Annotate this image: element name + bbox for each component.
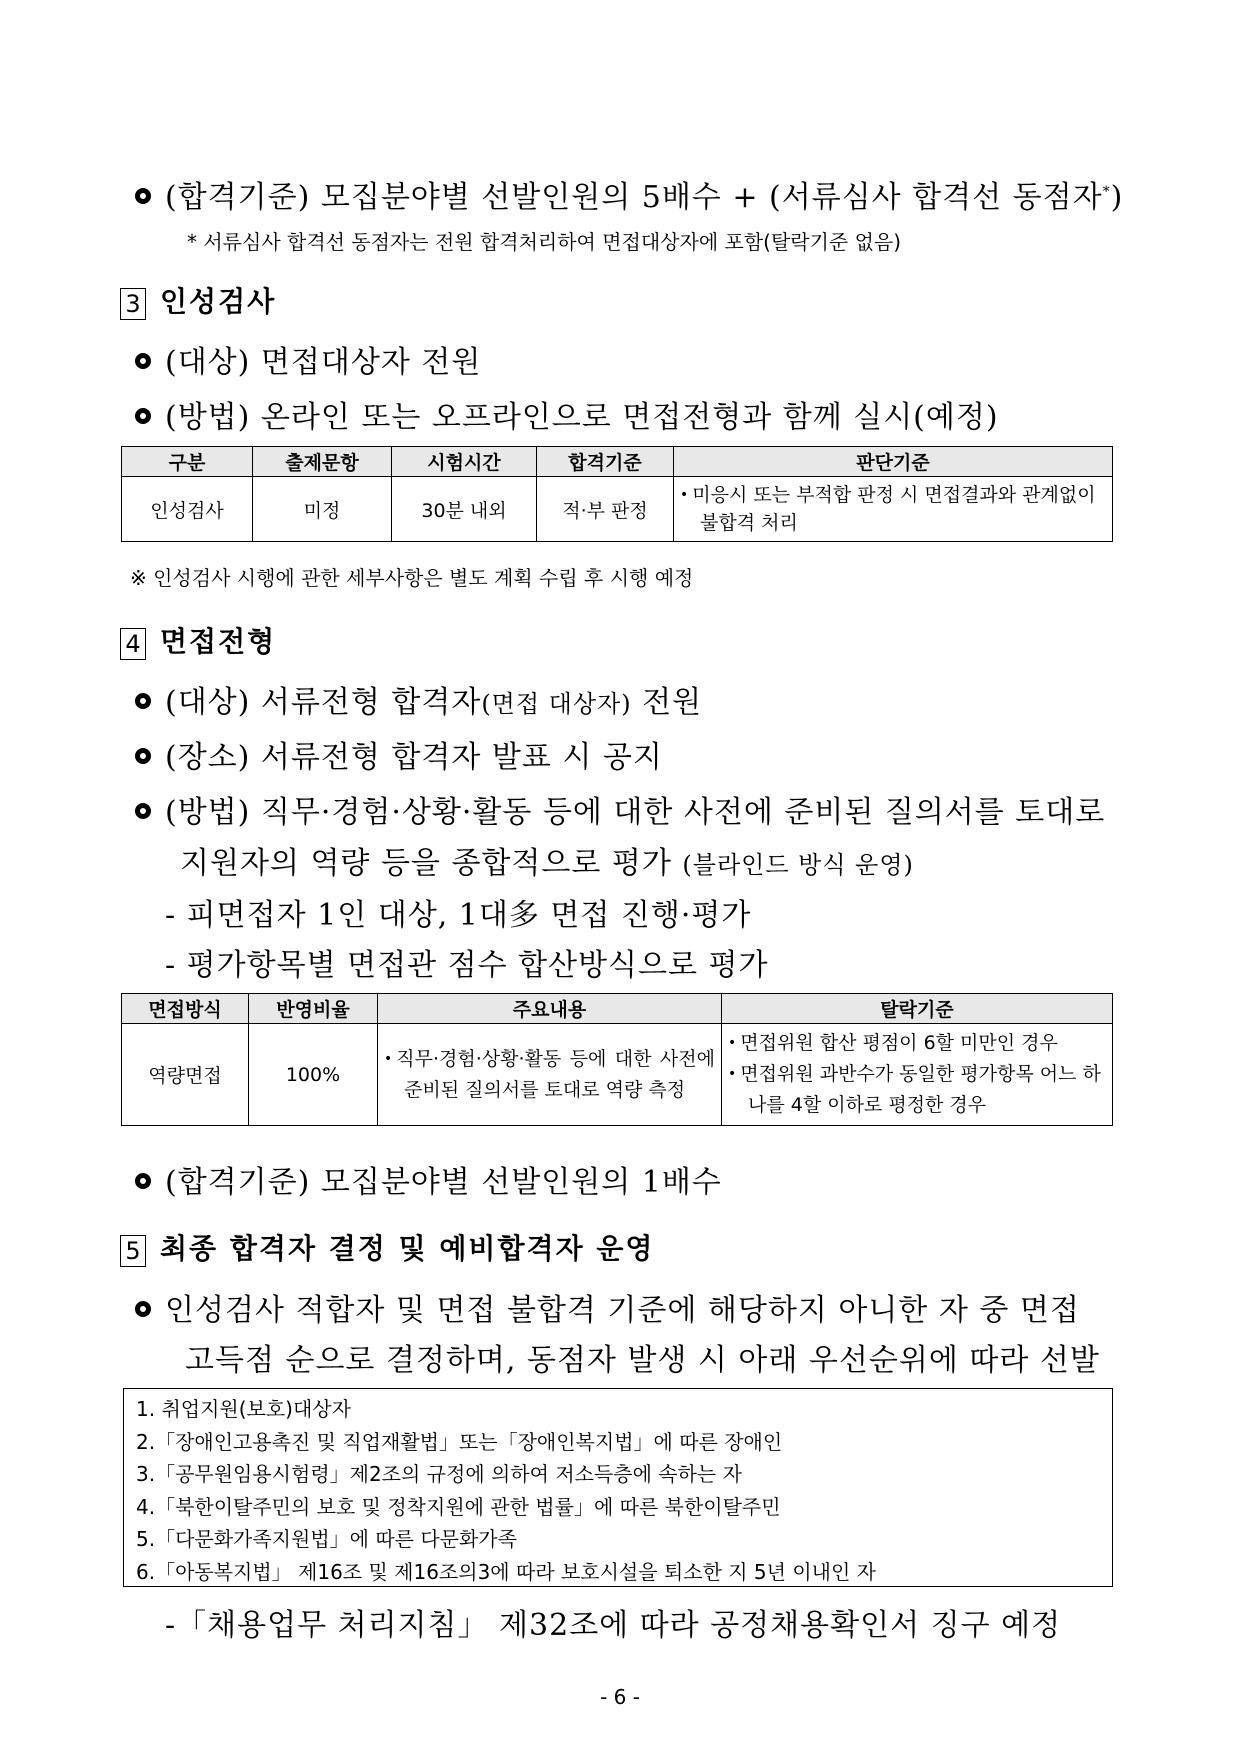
table-header: 출제문항 [253,447,392,477]
circle-bullet-icon [135,803,151,819]
circle-bullet-icon [135,693,151,709]
footnote-mark: * [1102,184,1111,200]
section-4-pass-criteria [135,1157,722,1201]
method-text: (방법) 직무·경험·상황·활동 등에 대한 사전에 준비된 질의서를 토대로 [165,795,1106,830]
table-header: 합격기준 [537,447,674,477]
desc-text: 인성검사 적합자 및 면접 불합격 기준에 해당하지 아니한 자 중 면접 [165,1293,1080,1328]
bullet-dot-icon: • [728,1066,737,1082]
priority-list-box [123,1388,1113,1587]
content-text: 직무·경험·상황·활동 등에 대한 사전에 준비된 질의서를 토대로 역량 측정 [396,1047,715,1101]
table-cell: 역량면접 [122,1024,249,1126]
list-item: 2.「장애인고용촉진 및 직업재활법」또는「장애인복지법」에 따른 장애인 [136,1429,783,1454]
circle-bullet-icon [135,748,151,764]
circle-bullet-icon [135,353,151,369]
table-cell: 적·부 판정 [537,477,674,542]
list-item: 4.「북한이탈주민의 보호 및 정착지원에 관한 법률」에 따른 북한이탈주민 [136,1494,781,1519]
section-number-box: 5 [120,1235,146,1267]
table-header: 반영비율 [249,994,378,1024]
table-header: 시험시간 [392,447,537,477]
target-text: (대상) 서류전형 합격자 [165,685,482,720]
target-text: (대상) 면접대상자 전원 [165,345,482,380]
section-4-method-cont [180,838,914,882]
pass-criteria-line [135,172,1123,216]
section-4-place [135,732,663,776]
table-header: 면접방식 [122,994,249,1024]
section-3-note: ※ 인성검사 시행에 관한 세부사항은 별도 계획 수립 후 시행 예정 [130,566,694,590]
list-item: 1. 취업지원(보호)대상자 [136,1397,351,1421]
section-number-box: 3 [120,288,146,320]
section-4-dash-1: - 피면접자 1인 대상, 1대多 면접 진행·평가 [165,898,752,933]
fail-criteria-text: 면접위원 과반수가 동일한 평가항목 어느 하나를 4할 이하로 평정한 경우 [740,1063,1101,1116]
section-3-target [135,337,481,381]
method-text-cont: 지원자의 역량 등을 종합적으로 평가 [180,846,672,881]
section-4-dash-2: - 평가항목별 면접관 점수 합산방식으로 평가 [165,948,769,983]
section-3-method [135,392,999,436]
table-header-row [122,994,1113,1024]
table-header: 탈락기준 [722,994,1113,1024]
method-text: (방법) 온라인 또는 오프라인으로 면접전형과 함께 실시(예정) [165,400,999,435]
table-header: 구분 [122,447,253,477]
section-4-method [135,787,1105,831]
bullet-dot-icon: • [680,487,689,503]
personality-test-table [121,446,1113,542]
table-cell: 인성검사 [122,477,253,542]
pass-criteria-tail: ) [1110,180,1124,215]
table-header: 주요내용 [378,994,722,1024]
criteria-text: 미응시 또는 부적합 판정 시 면접결과와 관계없이 불합격 처리 [692,484,1096,534]
circle-bullet-icon [135,1173,151,1189]
pass-criteria-text: (합격기준) 모집분야별 선발인원의 1배수 [165,1165,722,1200]
table-cell: 100% [249,1024,378,1126]
place-text: (장소) 서류전형 합격자 발표 시 공지 [165,740,663,775]
section-4-heading [120,620,276,663]
target-tail-text: 전원 [642,685,703,720]
list-item: 5.「다문화가족지원법」에 따른 다문화가족 [136,1527,517,1551]
interview-table [121,993,1113,1126]
method-small-text: (블라인드 방식 운영) [682,851,914,879]
section-number-box: 4 [120,628,146,660]
target-small-text: (면접 대상자) [481,690,632,718]
table-cell [378,1024,722,1126]
pass-criteria-note: * 서류심사 합격선 동점자는 전원 합격처리하여 면접대상자에 포함(탈락기준 없음) [187,230,902,254]
table-cell [722,1024,1113,1126]
section-title: 인성검사 [160,285,277,318]
table-cell: 30분 내외 [392,477,537,542]
table-row [122,1024,1113,1126]
bullet-dot-icon: • [384,1050,393,1067]
section-4-target [135,677,702,721]
circle-bullet-icon [135,188,151,204]
table-header: 판단기준 [674,447,1113,477]
bullet-dot-icon: • [728,1035,737,1051]
page-number: - 6 - [600,1685,640,1709]
section-5-desc [135,1285,1080,1329]
list-item: 6.「아동복지법」 제16조 및 제16조의3에 따라 보호시설을 퇴소한 지 5년 이내인 자 [136,1559,876,1584]
table-header-row [122,447,1113,477]
section-5-heading [120,1227,654,1270]
list-item: 3.「공무원임용시험령」제2조의 규정에 의하여 저소득층에 속하는 자 [136,1462,742,1486]
section-title: 최종 합격자 결정 및 예비합격자 운영 [160,1232,655,1265]
table-row [122,477,1113,542]
section-5-dash-note: -「채용업무 처리지침」 제32조에 따라 공정채용확인서 징구 예정 [165,1608,1062,1643]
section-3-heading [120,280,276,323]
circle-bullet-icon [135,1301,151,1317]
table-cell [674,477,1113,542]
circle-bullet-icon [135,408,151,424]
section-5-desc-cont: 고득점 순으로 결정하며, 동점자 발생 시 아래 우선순위에 따라 선발 [185,1343,1100,1378]
table-cell: 미정 [253,477,392,542]
pass-criteria-text: (합격기준) 모집분야별 선발인원의 5배수 + (서류심사 합격선 동점자 [165,180,1103,215]
section-title: 면접전형 [160,625,277,658]
fail-criteria-text: 면접위원 합산 평점이 6할 미만인 경우 [740,1032,1058,1054]
